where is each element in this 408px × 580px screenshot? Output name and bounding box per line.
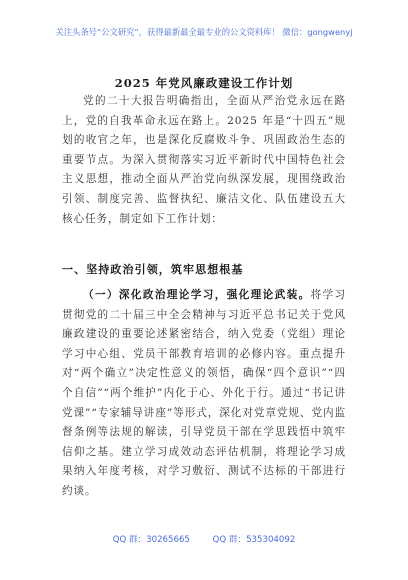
intro-paragraph: 党的二十大报告明确指出，全面从严治党永远在路上，党的自我革命永远在路上。2025 年是“十四五”规划的收官之年，也是深化反腐败斗争、巩固政治生态的重要节点。为深入贯彻落实习近平新时代中国特色社会主义思想，推动全面从严治党向纵深发展，现围绕政治引领、制度完善、监督执纪、廉洁文化、队伍建设五大核心任务，制定如下工作计划： xyxy=(62,95,346,225)
subsection-lead: （一）深化政治理论学习，强化理论武装。 xyxy=(83,289,311,301)
footer xyxy=(0,533,408,545)
subsection-body: 将学习贯彻党的二十届三中全会精神与习近平总书记关于党风廉政建设的重要论述紧密结合，纳入党委（党组）理论学习中心组、党员干部教育培训的必修内容。重点提升对“两个确立”决定性意义的领悟，确保“四个意识”“四个自信”“两个维护”内化于心、外化于行。通过“书记讲党课”“专家辅导讲座”等形式，深化对党章党规、党内监督条例等法规的解读，引导党员干部在学思践悟中筑牢信仰之基。建立学习成效动态评估机制，将理论学习成果纳入年度考核，对学习敷衍、测试不达标的干部进行约谈。 xyxy=(62,289,346,497)
header-note: 关注头条号“公文研究”，获得最新最全最专业的公文资料库！ 微信：gongwenyj xyxy=(55,27,353,37)
subsection-paragraph xyxy=(62,286,346,502)
section-heading: 一、坚持政治引领，筑牢思想根基 xyxy=(62,263,244,276)
document-title: 2025 年党风廉政建设工作计划 xyxy=(114,76,294,90)
footer-qq-group-2: QQ 群：535304092 xyxy=(212,535,296,545)
footer-qq-group-1: QQ 群：30265665 xyxy=(112,535,190,545)
